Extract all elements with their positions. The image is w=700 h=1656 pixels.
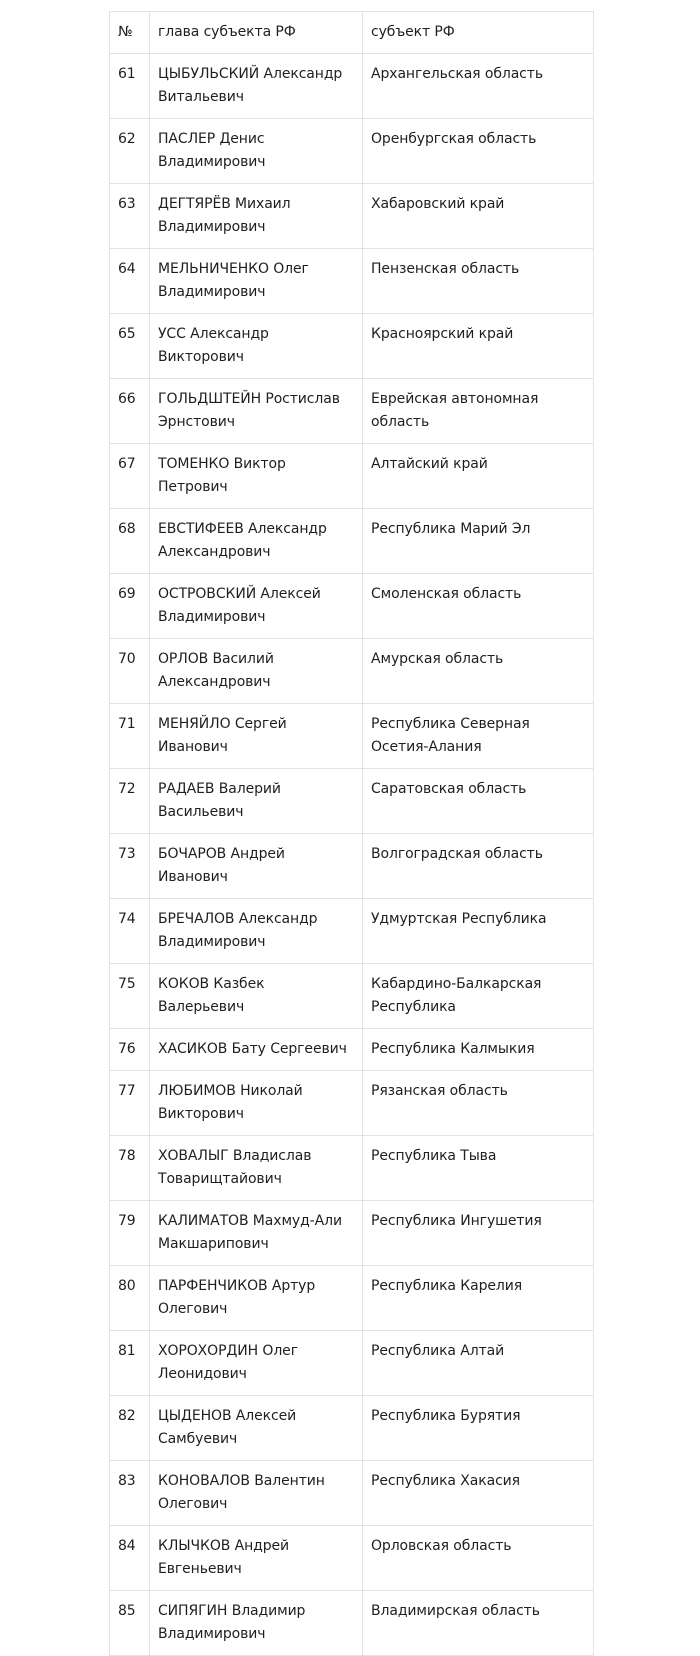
governor-name-cell: КОНОВАЛОВ Валентин Олегович — [150, 1461, 363, 1526]
governor-name-cell: ОРЛОВ Василий Александрович — [150, 639, 363, 704]
row-number-cell: 62 — [110, 119, 150, 184]
row-number-cell: 77 — [110, 1071, 150, 1136]
region-name-cell: Алтайский край — [363, 444, 594, 509]
row-number-cell: 79 — [110, 1201, 150, 1266]
region-name-cell: Республика Карелия — [363, 1266, 594, 1331]
governor-name-cell: МЕНЯЙЛО Сергей Иванович — [150, 704, 363, 769]
table-row — [110, 834, 594, 899]
governor-name-cell: БОЧАРОВ Андрей Иванович — [150, 834, 363, 899]
region-name-cell: Пензенская область — [363, 249, 594, 314]
table-row — [110, 964, 594, 1029]
row-number-cell: 70 — [110, 639, 150, 704]
region-name-cell: Смоленская область — [363, 574, 594, 639]
governor-name-cell: ХОВАЛЫГ Владислав Товарищтайович — [150, 1136, 363, 1201]
table-row — [110, 1526, 594, 1591]
table-row — [110, 769, 594, 834]
region-name-cell: Республика Тыва — [363, 1136, 594, 1201]
row-number-cell: 82 — [110, 1396, 150, 1461]
row-number-cell: 76 — [110, 1029, 150, 1071]
region-name-cell: Республика Ингушетия — [363, 1201, 594, 1266]
table-row — [110, 314, 594, 379]
table-row — [110, 1029, 594, 1071]
governor-name-cell: ПАСЛЕР Денис Владимирович — [150, 119, 363, 184]
table-row — [110, 899, 594, 964]
table-row — [110, 704, 594, 769]
table-row — [110, 1591, 594, 1656]
region-name-cell: Хабаровский край — [363, 184, 594, 249]
governor-name-cell: МЕЛЬНИЧЕНКО Олег Владимирович — [150, 249, 363, 314]
region-name-cell: Еврейская автономная область — [363, 379, 594, 444]
region-name-cell: Орловская область — [363, 1526, 594, 1591]
table-row — [110, 1201, 594, 1266]
region-name-cell: Волгоградская область — [363, 834, 594, 899]
row-number-cell: 61 — [110, 54, 150, 119]
region-name-cell: Республика Калмыкия — [363, 1029, 594, 1071]
governor-name-cell: ХОРОХОРДИН Олег Леонидович — [150, 1331, 363, 1396]
region-name-cell: Республика Бурятия — [363, 1396, 594, 1461]
row-number-cell: 72 — [110, 769, 150, 834]
governor-name-cell: ОСТРОВСКИЙ Алексей Владимирович — [150, 574, 363, 639]
governor-name-cell: ТОМЕНКО Виктор Петрович — [150, 444, 363, 509]
governor-name-cell: ЦЫДЕНОВ Алексей Самбуевич — [150, 1396, 363, 1461]
row-number-cell: 81 — [110, 1331, 150, 1396]
region-name-cell: Саратовская область — [363, 769, 594, 834]
region-name-cell: Красноярский край — [363, 314, 594, 379]
governor-name-cell: КОКОВ Казбек Валерьевич — [150, 964, 363, 1029]
row-number-cell: 63 — [110, 184, 150, 249]
table-row — [110, 379, 594, 444]
table-row — [110, 1071, 594, 1136]
table-row — [110, 639, 594, 704]
region-name-cell: Республика Хакасия — [363, 1461, 594, 1526]
row-number-cell: 67 — [110, 444, 150, 509]
region-name-cell: Удмуртская Республика — [363, 899, 594, 964]
table-row — [110, 1331, 594, 1396]
row-number-cell: 84 — [110, 1526, 150, 1591]
governor-name-cell: СИПЯГИН Владимир Владимирович — [150, 1591, 363, 1656]
region-name-cell: Амурская область — [363, 639, 594, 704]
table-row — [110, 444, 594, 509]
table-row — [110, 1461, 594, 1526]
row-number-cell: 69 — [110, 574, 150, 639]
governor-name-cell: КЛЫЧКОВ Андрей Евгеньевич — [150, 1526, 363, 1591]
governors-table — [109, 11, 594, 1656]
table-row — [110, 249, 594, 314]
row-number-cell: 65 — [110, 314, 150, 379]
region-name-cell: Кабардино-Балкарская Республика — [363, 964, 594, 1029]
row-number-cell: 75 — [110, 964, 150, 1029]
table-row — [110, 54, 594, 119]
governor-name-cell: ХАСИКОВ Бату Сергеевич — [150, 1029, 363, 1071]
row-number-cell: 74 — [110, 899, 150, 964]
table-row — [110, 184, 594, 249]
region-name-cell: Оренбургская область — [363, 119, 594, 184]
table-header-row — [110, 12, 594, 54]
table-row — [110, 1136, 594, 1201]
governor-name-cell: БРЕЧАЛОВ Александр Владимирович — [150, 899, 363, 964]
governor-name-cell: ЕВСТИФЕЕВ Александр Александрович — [150, 509, 363, 574]
row-number-cell: 80 — [110, 1266, 150, 1331]
governor-name-cell: ГОЛЬДШТЕЙН Ростислав Эрнстович — [150, 379, 363, 444]
region-name-cell: Республика Марий Эл — [363, 509, 594, 574]
header-number: № — [110, 12, 150, 54]
table-body — [110, 12, 594, 1656]
region-name-cell: Республика Алтай — [363, 1331, 594, 1396]
governor-name-cell: УСС Александр Викторович — [150, 314, 363, 379]
row-number-cell: 73 — [110, 834, 150, 899]
row-number-cell: 83 — [110, 1461, 150, 1526]
governor-name-cell: ЦЫБУЛЬСКИЙ Александр Витальевич — [150, 54, 363, 119]
row-number-cell: 66 — [110, 379, 150, 444]
header-region: субъект РФ — [363, 12, 594, 54]
row-number-cell: 64 — [110, 249, 150, 314]
region-name-cell: Владимирская область — [363, 1591, 594, 1656]
table-row — [110, 1266, 594, 1331]
header-governor: глава субъекта РФ — [150, 12, 363, 54]
table-row — [110, 574, 594, 639]
table-row — [110, 509, 594, 574]
governor-name-cell: ЛЮБИМОВ Николай Викторович — [150, 1071, 363, 1136]
region-name-cell: Республика Северная Осетия-Алания — [363, 704, 594, 769]
row-number-cell: 85 — [110, 1591, 150, 1656]
row-number-cell: 68 — [110, 509, 150, 574]
row-number-cell: 78 — [110, 1136, 150, 1201]
region-name-cell: Рязанская область — [363, 1071, 594, 1136]
governor-name-cell: ПАРФЕНЧИКОВ Артур Олегович — [150, 1266, 363, 1331]
region-name-cell: Архангельская область — [363, 54, 594, 119]
governor-name-cell: ДЕГТЯРЁВ Михаил Владимирович — [150, 184, 363, 249]
governor-name-cell: РАДАЕВ Валерий Васильевич — [150, 769, 363, 834]
governor-name-cell: КАЛИМАТОВ Махмуд-Али Макшарипович — [150, 1201, 363, 1266]
table-row — [110, 119, 594, 184]
governors-table-container — [109, 11, 593, 1656]
table-row — [110, 1396, 594, 1461]
row-number-cell: 71 — [110, 704, 150, 769]
